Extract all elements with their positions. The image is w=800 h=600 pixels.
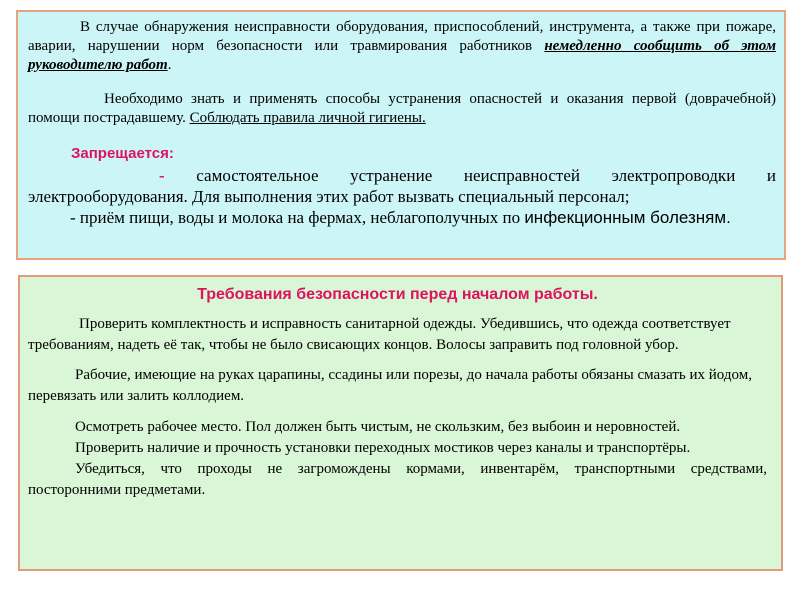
paragraph-clothing: Проверить комплектность и исправность санитарной одежды. Убедившись, что одежда соответствует требованиям, надеть её так, чтобы не было свисающих концов. Волосы заправить под головной убор. xyxy=(28,316,731,353)
hygiene-text: Соблюдать правила личной гигиены. xyxy=(189,110,426,126)
dash-bullet: - xyxy=(159,166,165,185)
forbidden-item-electrical-text: самостоятельное устранение неисправностей электропроводки и электрооборудования. Для выполнения этих работ вызвать специальный персонал; xyxy=(28,166,776,206)
first-aid-paragraph xyxy=(28,90,776,128)
emergency-end: . xyxy=(167,57,172,73)
paragraph-bridges: Проверить наличие и прочность установки переходных мостиков через каналы и транспортёры. xyxy=(75,440,691,456)
forbidden-item-food-text: приём пищи, воды и молока на фермах, неблагополучных по xyxy=(75,208,525,227)
paragraph-workplace: Осмотреть рабочее место. Пол должен быть чистым, не скользким, без выбоин и неровностей. xyxy=(75,419,681,435)
emergency-text: В случае обнаружения неисправности оборудования, приспособлений, инструмента, а также при пожаре, аварии, нарушении норм безопасности или травмирования работников xyxy=(28,19,776,54)
notice-box-before-work xyxy=(18,275,783,571)
emergency-paragraph xyxy=(28,18,776,75)
notice-box-emergency xyxy=(16,10,786,260)
section-title: Требования безопасности перед началом работы. xyxy=(197,286,598,303)
paragraph-injuries: Рабочие, имеющие на руках царапины, ссадины или порезы, до начала работы обязаны смазать их йодом, перевязать или залить коллодием. xyxy=(28,367,752,404)
paragraph-passages: Убедиться, что проходы не загромождены кормами, инвентарём, транспортными средствами, посторонними предметами. xyxy=(28,461,767,498)
emergency-emphasis: немедленно сообщить об этом руководителю работ xyxy=(28,38,776,73)
forbidden-item-food xyxy=(28,207,776,228)
first-aid-text: Необходимо знать и применять способы устранения опасностей и оказания первой (доврачебной) помощи пострадавшему. xyxy=(28,91,776,126)
forbidden-heading: Запрещается: xyxy=(71,145,174,162)
dash-bullet: - xyxy=(70,208,76,227)
forbidden-item-electrical xyxy=(28,165,776,207)
forbidden-item-food-sans: инфекционным болезням. xyxy=(524,208,731,227)
